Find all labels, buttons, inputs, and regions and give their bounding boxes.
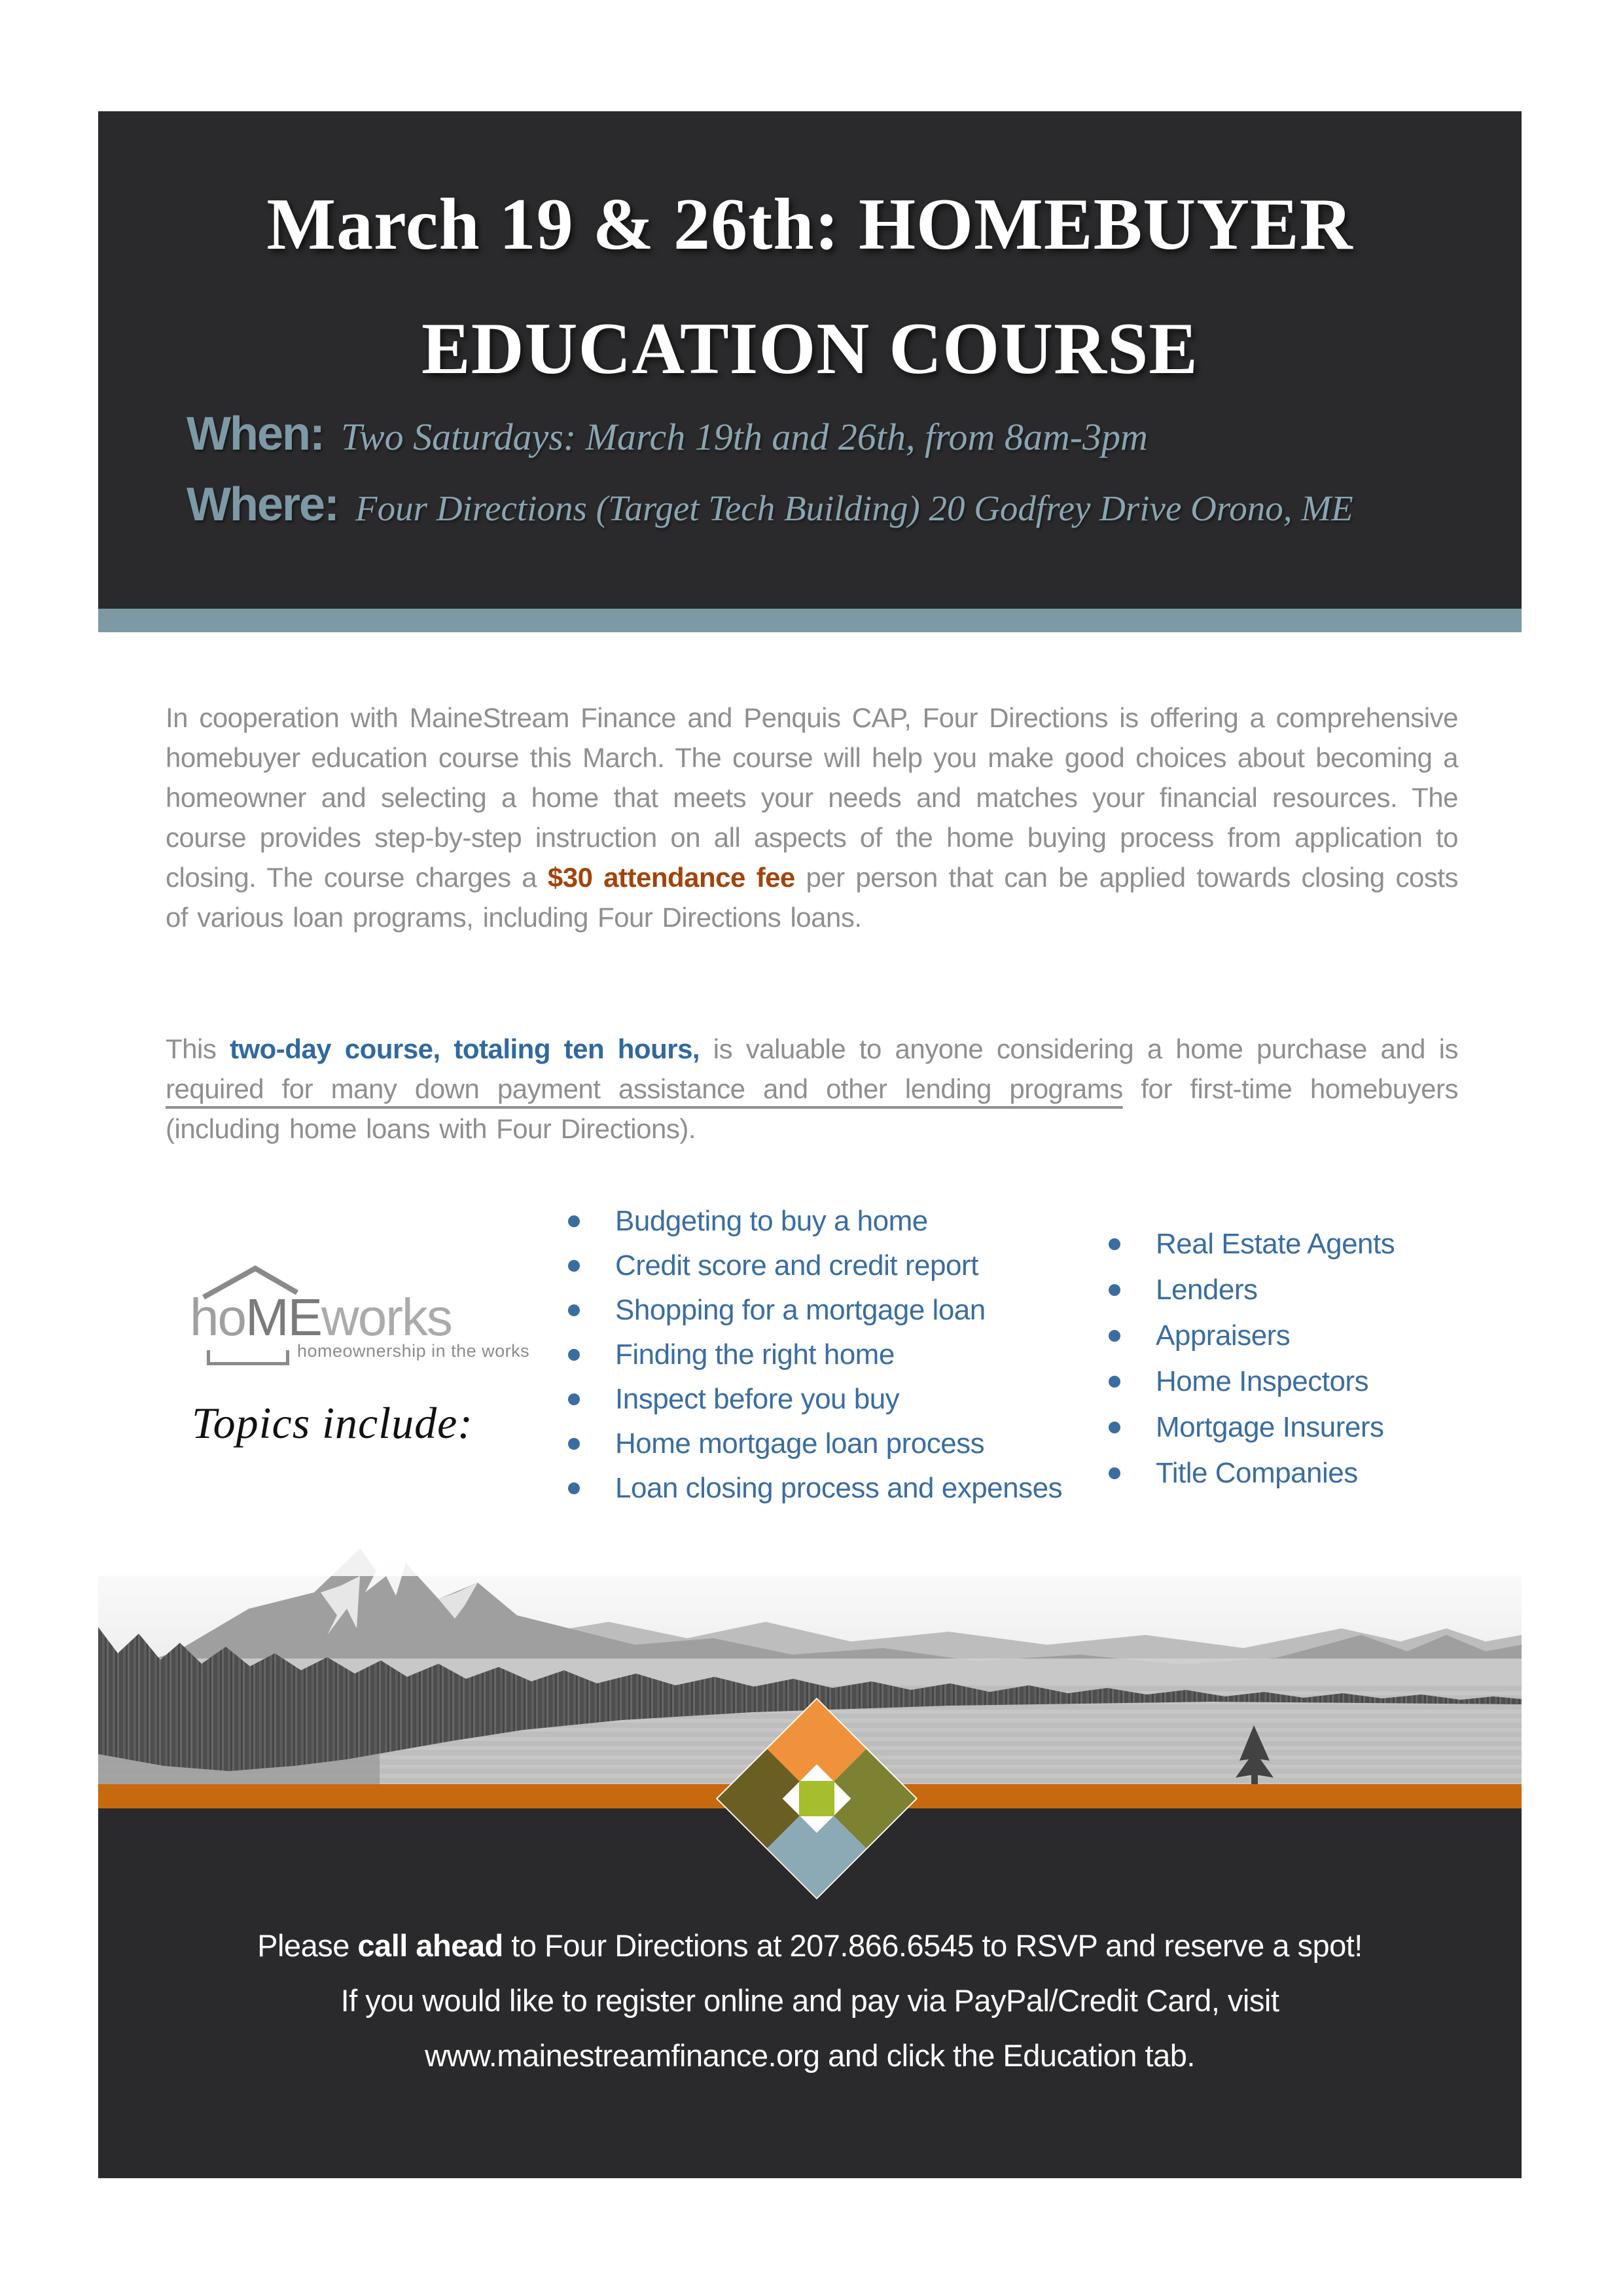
- steel-accent-stripe: [98, 609, 1522, 632]
- logo-part-ho: ho: [190, 1288, 245, 1346]
- title-line-2: EDUCATION COURSE: [421, 308, 1198, 389]
- course-text-post: for first-time homebuyers (including home loans with Four Directions).: [166, 1073, 1458, 1144]
- fee-accent-text: $30 attendance fee: [547, 862, 795, 893]
- homeworks-wordmark: [190, 1287, 452, 1348]
- logo-part-works: works: [321, 1288, 452, 1346]
- topic-item: Credit score and credit report: [558, 1244, 1062, 1288]
- page-title: [98, 162, 1522, 411]
- course-bold-blue-text: two-day course, totaling ten hours,: [230, 1033, 700, 1064]
- topic-item: Title Companies: [1098, 1450, 1395, 1496]
- header-banner: [98, 111, 1522, 609]
- footer-line-3: www.mainestreamfinance.org and click the Education tab.: [425, 2038, 1195, 2073]
- topic-item: Shopping for a mortgage loan: [558, 1288, 1062, 1333]
- where-value: Four Directions (Target Tech Building) 20 Godfrey Drive Orono, ME: [355, 488, 1353, 528]
- where-row: [187, 478, 1353, 531]
- footer-text: [98, 1918, 1522, 2083]
- footer-line-1: [98, 1918, 1522, 1973]
- intro-text-before: In cooperation with MaineStream Finance and Penquis CAP, Four Directions is offering a comprehensive homebuyer education course this March. The course will help you make good choices about becoming a homeowner and selecting a home that meets your needs and matches your financial resources. The course provides step-by-step instruction on all aspects of the home buying process from application to closing. The course charges a: [166, 702, 1458, 893]
- when-label: When:: [187, 408, 324, 460]
- course-underlined-text: required for many down payment assistance and other lending programs: [166, 1073, 1123, 1104]
- diamond-center-green-square: [799, 1781, 834, 1816]
- when-row: [187, 407, 1148, 461]
- topic-item: Real Estate Agents: [1098, 1221, 1395, 1267]
- logo-bracket-icon: [207, 1350, 289, 1365]
- topics-list-right: [1098, 1221, 1395, 1496]
- topics-list-left: [558, 1199, 1062, 1511]
- title-line-1: March 19 & 26th: HOMEBUYER: [266, 184, 1353, 265]
- footer-line1-post: to Four Directions at 207.866.6545 to RSVP and reserve a spot!: [503, 1928, 1363, 1963]
- topic-item: Finding the right home: [558, 1333, 1062, 1377]
- topic-item: Budgeting to buy a home: [558, 1199, 1062, 1244]
- topic-item: Mortgage Insurers: [1098, 1405, 1395, 1450]
- topic-item: Appraisers: [1098, 1313, 1395, 1359]
- topics-heading: Topics include:: [192, 1398, 473, 1448]
- homeworks-logo: [175, 1260, 530, 1378]
- topic-item: Home Inspectors: [1098, 1359, 1395, 1405]
- course-info-paragraph: [166, 1029, 1458, 1149]
- footer-line1-pre: Please: [257, 1928, 358, 1963]
- intro-text-after: per person that can be applied towards closing costs of various loan programs, including Four Directions loans.: [166, 862, 1458, 933]
- footer-call-ahead-bold: call ahead: [357, 1928, 503, 1963]
- where-label: Where:: [187, 478, 339, 531]
- topic-item: Inspect before you buy: [558, 1377, 1062, 1422]
- topic-item: Loan closing process and expenses: [558, 1466, 1062, 1511]
- logo-tagline: homeownership in the works: [297, 1341, 530, 1361]
- course-text-pre: This: [166, 1033, 230, 1064]
- topic-item: Home mortgage loan process: [558, 1422, 1062, 1466]
- course-text-mid: is valuable to anyone considering a home purchase and is: [700, 1033, 1459, 1064]
- when-value: Two Saturdays: March 19th and 26th, from 8am-3pm: [340, 416, 1148, 458]
- logo-part-me: ME: [245, 1288, 321, 1346]
- intro-paragraph: [166, 698, 1458, 937]
- footer-line-2: If you would like to register online and pay via PayPal/Credit Card, visit: [340, 1983, 1279, 2018]
- topic-item: Lenders: [1098, 1267, 1395, 1313]
